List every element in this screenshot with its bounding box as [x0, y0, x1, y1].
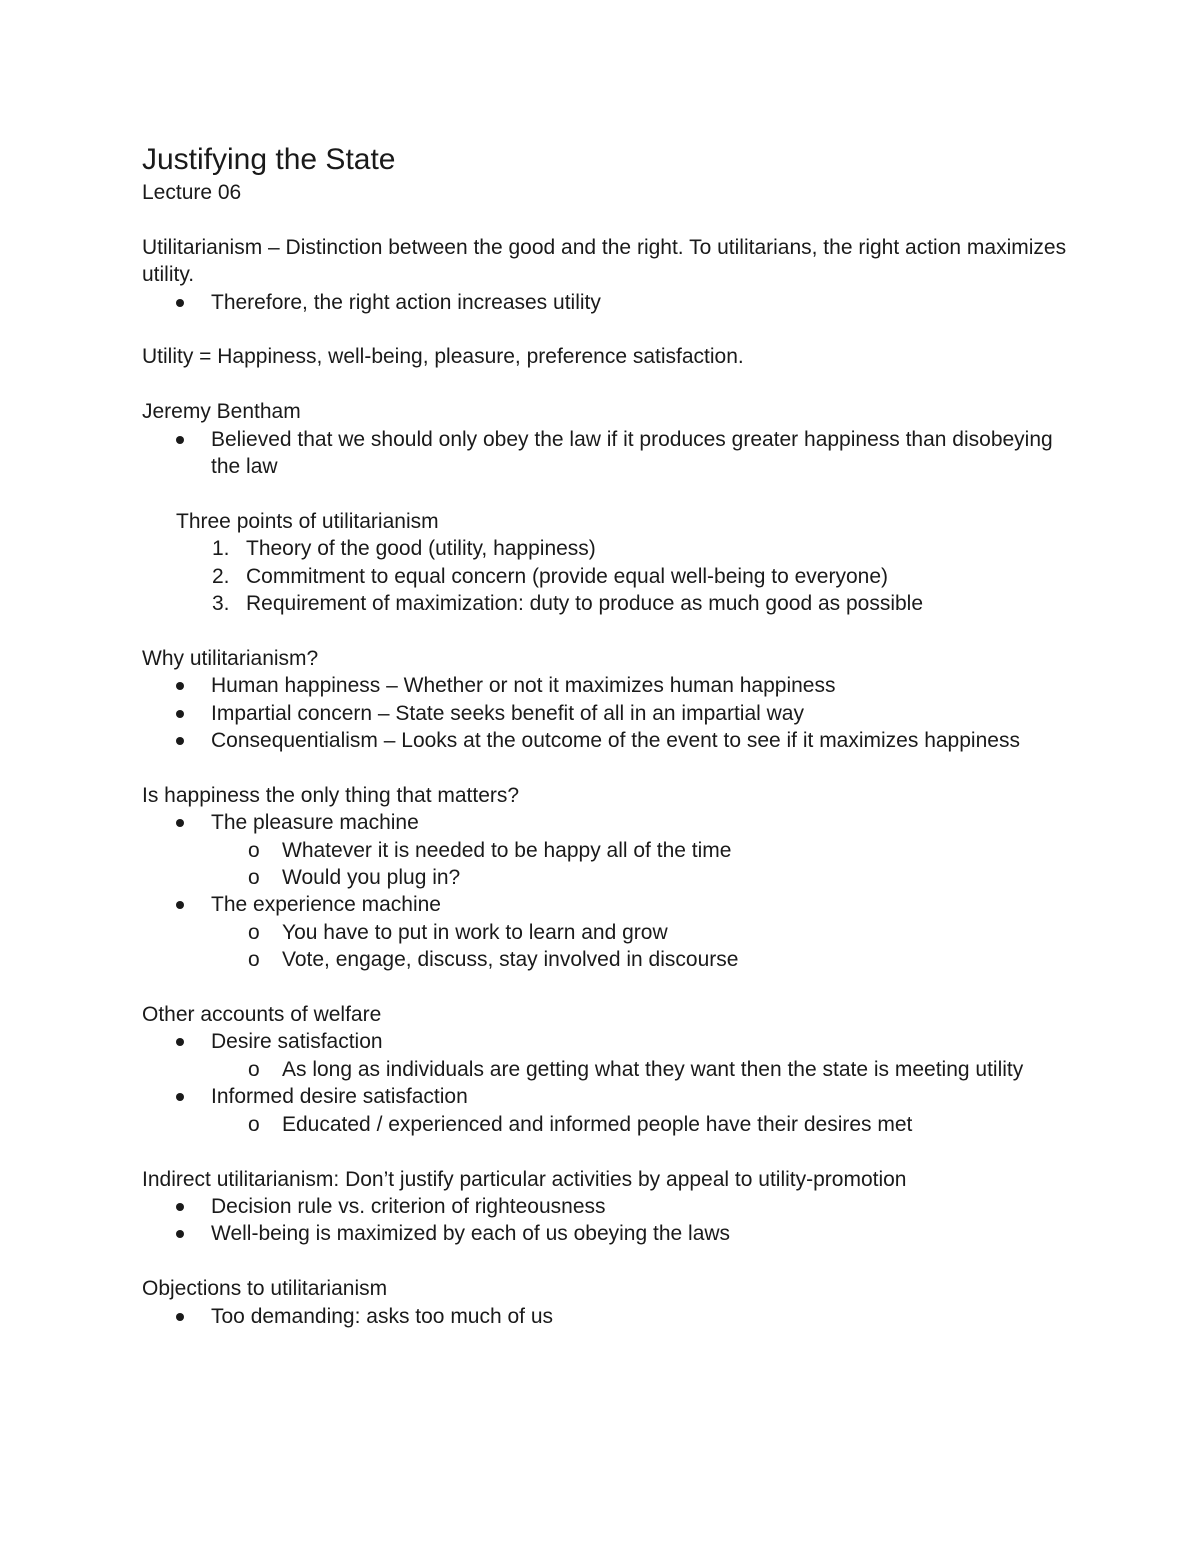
list-item: Desire satisfaction: [142, 1028, 1072, 1055]
sub-list-item: o Educated / experienced and informed people have their desires met: [142, 1111, 1072, 1138]
list-item: Consequentialism – Looks at the outcome of the event to see if it maximizes happiness: [142, 727, 1072, 754]
numbered-item: [142, 563, 1072, 590]
document-title: Justifying the State: [142, 143, 396, 176]
list-item: Believed that we should only obey the law if it produces greater happiness than disobeying the law: [142, 426, 1072, 481]
section-heading-why: Why utilitarianism?: [142, 646, 319, 670]
section-heading-objections: Objections to utilitarianism: [142, 1277, 388, 1301]
item-number: 1.: [212, 537, 230, 561]
utilitarianism-intro: Utilitarianism – Distinction between the good and the right. To utilitarians, the right action maximizes utility.: [142, 235, 1067, 287]
list-item: Informed desire satisfaction: [142, 1083, 1072, 1110]
section-heading-three-points: Three points of utilitarianism: [176, 509, 439, 533]
bentham-bullets: [142, 426, 1072, 481]
list-item: The experience machine: [142, 891, 1072, 918]
numbered-item: [142, 590, 1072, 617]
sub-list-item: o Would you plug in?: [142, 864, 1072, 891]
item-text: Theory of the good (utility, happiness): [246, 537, 596, 561]
sub-list-item: o As long as individuals are getting what they want then the state is meeting utility: [142, 1056, 1072, 1083]
section-heading-bentham: Jeremy Bentham: [142, 400, 301, 424]
list-item: Therefore, the right action increases utility: [142, 289, 1072, 316]
item-number: 2.: [212, 564, 230, 588]
item-text: Requirement of maximization: duty to produce as much good as possible: [246, 592, 924, 616]
lecture-number: Lecture 06: [142, 181, 242, 204]
sub-list-item: o You have to put in work to learn and grow: [142, 919, 1072, 946]
section-heading-welfare: Other accounts of welfare: [142, 1003, 382, 1027]
list-item: Impartial concern – State seeks benefit of all in an impartial way: [142, 700, 1072, 727]
three-points-list: [142, 535, 1072, 617]
utilitarianism-bullets: [142, 289, 1072, 316]
numbered-item: [142, 535, 1072, 562]
section-heading-indirect: Indirect utilitarianism: Don’t justify particular activities by appeal to utility-promotion: [142, 1167, 907, 1191]
list-item: Well-being is maximized by each of us obeying the laws: [142, 1220, 1072, 1247]
utility-definition: Utility = Happiness, well-being, pleasure, preference satisfaction.: [142, 345, 744, 369]
sub-list-item: o Whatever it is needed to be happy all of the time: [142, 837, 1072, 864]
happiness-list: [142, 809, 1072, 973]
welfare-list: [142, 1028, 1072, 1138]
three-points-block: [142, 508, 1072, 535]
list-item: The pleasure machine: [142, 809, 1072, 836]
item-text: Commitment to equal concern (provide equal well-being to everyone): [246, 564, 888, 588]
item-number: 3.: [212, 592, 230, 616]
list-item: Too demanding: asks too much of us: [142, 1303, 1072, 1330]
list-item: Human happiness – Whether or not it maximizes human happiness: [142, 672, 1072, 699]
document-body: [142, 141, 1072, 1330]
list-item: Decision rule vs. criterion of righteousness: [142, 1193, 1072, 1220]
objections-bullets: [142, 1303, 1072, 1330]
why-bullets: [142, 672, 1072, 754]
indirect-bullets: [142, 1193, 1072, 1248]
sub-list-item: o Vote, engage, discuss, stay involved in discourse: [142, 946, 1072, 973]
section-heading-happiness: Is happiness the only thing that matters?: [142, 783, 520, 807]
